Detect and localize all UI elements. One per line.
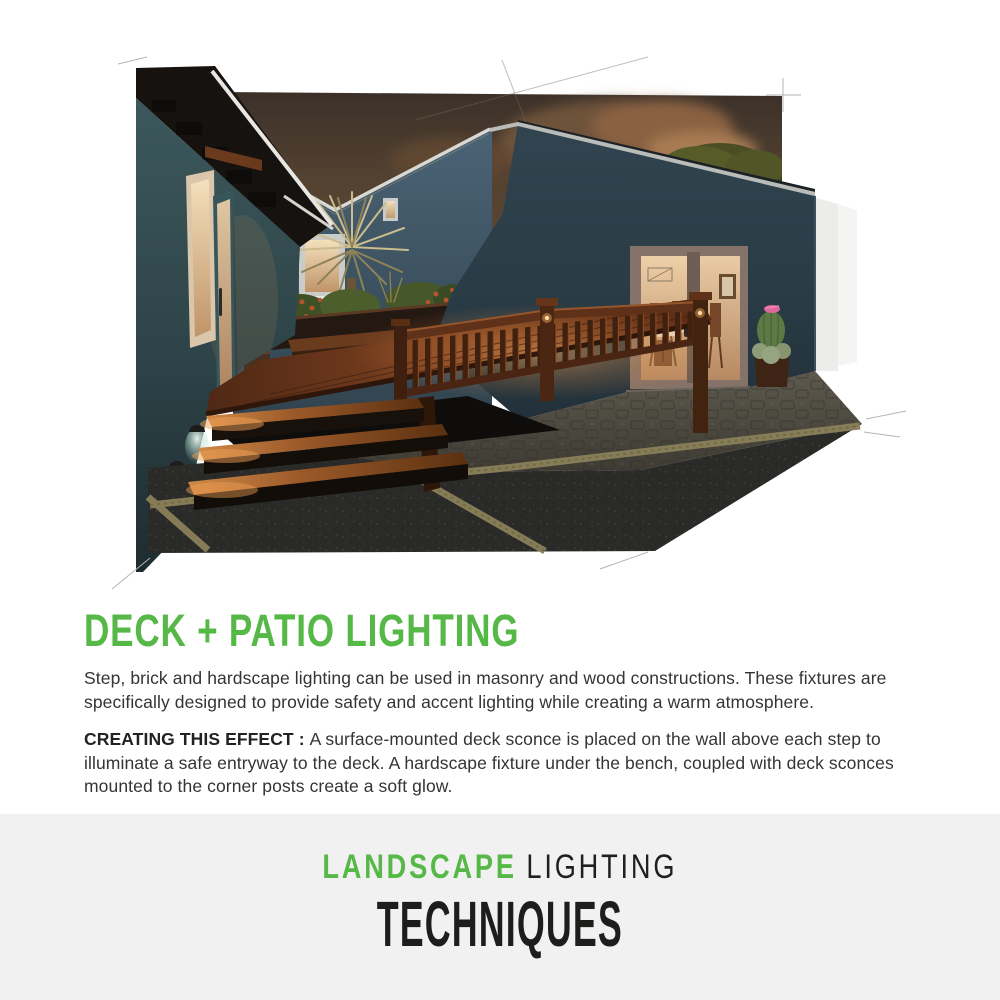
brand-word-lighting: LIGHTING [526, 848, 678, 886]
brand-word-landscape: LANDSCAPE [322, 848, 517, 886]
creating-effect-label: CREATING THIS EFFECT : [84, 729, 310, 749]
side-panel-shadow [838, 204, 857, 366]
section-content [84, 605, 932, 813]
section-paragraph-2 [84, 728, 932, 799]
brand-title-techniques: TECHNIQUES [376, 888, 624, 960]
section-title-text: DECK + PATIO LIGHTING [84, 605, 520, 656]
section-title [84, 605, 932, 656]
creating-effect-text: A surface-mounted deck sconce is placed on the wall above each step to illuminate a safe entryway to the deck. A hardscape fixture under the bench, coupled with deck sconces mounted to the corner posts create a soft glow. [84, 729, 894, 796]
brand-line [323, 850, 678, 884]
side-panel [816, 198, 838, 371]
middle-window [299, 234, 345, 299]
footer-band [0, 814, 1000, 1000]
section-paragraph-1: Step, brick and hardscape lighting can be used in masonry and wood constructions. These fixtures are specifically designed to provide safety and accent lighting while creating a warm atmosphere. [84, 668, 887, 712]
door-handle [219, 288, 222, 316]
post-sconce [545, 316, 549, 320]
left-window [186, 170, 216, 348]
small-window [383, 198, 398, 221]
